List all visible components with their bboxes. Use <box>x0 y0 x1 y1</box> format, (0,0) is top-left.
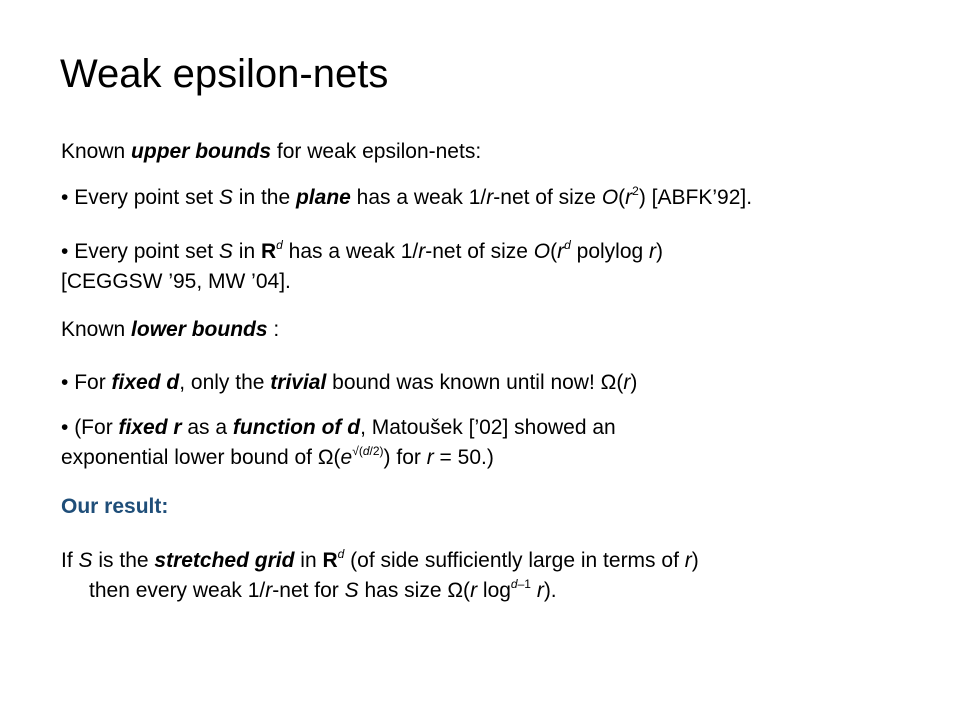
text: ) <box>656 240 664 263</box>
text: in <box>294 549 323 572</box>
text: ) <box>630 371 638 394</box>
var-S: S <box>344 579 359 602</box>
var-r: r <box>649 240 657 263</box>
text: log <box>477 579 511 602</box>
text: has a weak 1/ <box>282 240 419 263</box>
bullet-fixed-d <box>61 368 951 398</box>
bullet: • <box>61 240 75 263</box>
var-e: e <box>340 446 353 469</box>
exponent-d: d <box>510 577 518 591</box>
var-S: S <box>218 240 233 263</box>
var-r: r <box>684 549 692 572</box>
text: bound was known until now! Ω( <box>326 371 624 394</box>
text: has size Ω( <box>358 579 471 602</box>
space-R: R <box>260 240 277 263</box>
text: , Matoušek [’02] showed an <box>360 416 616 439</box>
text: If <box>61 549 79 572</box>
exponent: d <box>564 238 571 252</box>
emphasis-fixed-r: fixed r <box>118 416 182 439</box>
var-r: r <box>470 579 478 602</box>
emphasis-stretched-grid: stretched grid <box>154 549 295 572</box>
text: -net for <box>272 579 345 602</box>
exponent-part: /2) <box>369 444 384 458</box>
text: ). <box>543 579 557 602</box>
exponent: 2 <box>632 184 639 198</box>
text: ) [ABFK’92]. <box>638 186 753 209</box>
exponent: d <box>337 547 345 561</box>
text: ) for <box>383 446 427 469</box>
text: polylog <box>570 240 650 263</box>
exponent-part: –1 <box>517 577 531 591</box>
space-R: R <box>322 549 338 572</box>
var-r: r <box>265 579 273 602</box>
text: has a weak 1/ <box>350 186 487 209</box>
exponent-part: √( <box>352 444 363 458</box>
var-S: S <box>218 186 233 209</box>
text: : <box>267 318 280 341</box>
var-r: r <box>486 186 494 209</box>
exponent-d: d <box>362 444 370 458</box>
text: = 50.) <box>433 446 494 469</box>
bullet-plane-bound <box>61 183 951 213</box>
text: -net of size <box>425 240 534 263</box>
big-o: O <box>533 240 551 263</box>
result-statement <box>61 546 951 606</box>
upper-bounds-heading <box>61 137 951 167</box>
bullet: • <box>61 186 75 209</box>
bullet: • <box>61 416 75 439</box>
var-S: S <box>78 549 93 572</box>
text: for weak epsilon-nets: <box>271 140 482 163</box>
emphasis-lower-bounds: lower bounds <box>131 318 268 341</box>
text: is the <box>92 549 155 572</box>
text: ) <box>691 549 699 572</box>
citation: [CEGGSW ’95, MW ’04]. <box>61 270 291 293</box>
slide-title: Weak epsilon-nets <box>60 52 389 96</box>
emphasis-plane: plane <box>295 186 351 209</box>
var-r: r <box>536 579 544 602</box>
exponent <box>511 577 531 591</box>
text: Every point set <box>74 240 219 263</box>
text: (of side sufficiently large in terms of <box>344 549 685 572</box>
text: as a <box>181 416 233 439</box>
emphasis-upper-bounds: upper bounds <box>131 140 272 163</box>
text: in <box>232 240 261 263</box>
bullet: • <box>61 371 75 394</box>
emphasis-trivial: trivial <box>270 371 327 394</box>
text: then every weak 1/ <box>89 579 266 602</box>
exponent <box>352 444 383 458</box>
var-r: r <box>623 371 631 394</box>
var-r: r <box>426 446 434 469</box>
text: , only the <box>179 371 271 394</box>
text: ( <box>550 240 558 263</box>
text: Known <box>61 140 132 163</box>
lower-bounds-heading <box>61 315 951 345</box>
text: in the <box>232 186 296 209</box>
var-r: r <box>418 240 426 263</box>
emphasis-fixed-d: fixed d <box>111 371 180 394</box>
text: Known <box>61 318 132 341</box>
bullet-fixed-r <box>61 413 951 473</box>
text: Every point set <box>74 186 219 209</box>
text: -net of size <box>493 186 602 209</box>
our-result-heading: Our result: <box>61 495 169 518</box>
text: exponential lower bound of Ω( <box>61 446 341 469</box>
emphasis-function-of-d: function of d <box>232 416 361 439</box>
big-o: O <box>601 186 619 209</box>
bullet-rd-bound <box>61 237 951 297</box>
var-r: r <box>557 240 565 263</box>
text: For <box>74 371 112 394</box>
exponent: d <box>276 238 283 252</box>
text: (For <box>74 416 119 439</box>
text: ( <box>618 186 626 209</box>
var-r: r <box>625 186 633 209</box>
